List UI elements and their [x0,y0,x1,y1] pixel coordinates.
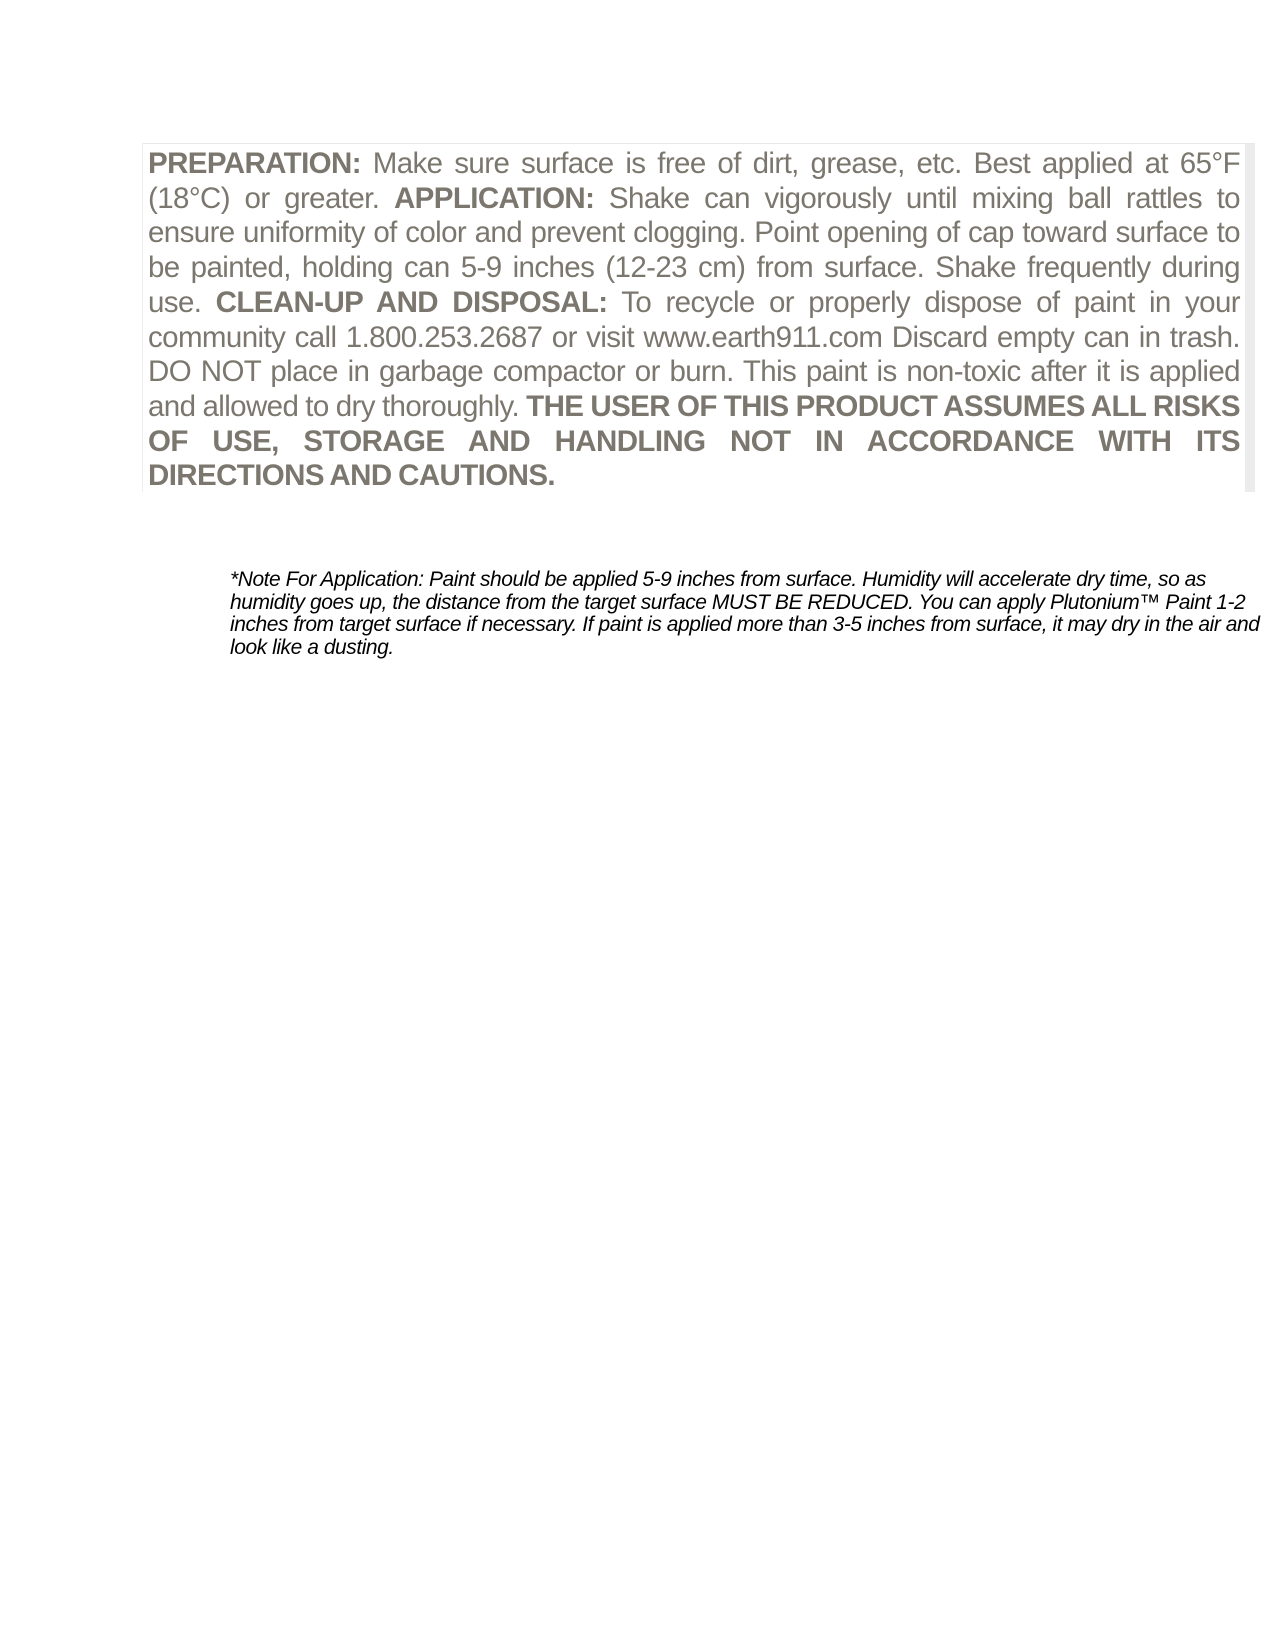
application-note: *Note For Application: Paint should be applied 5-9 inches from surface. Humidity will accelerate dry time, so as humidity goes up, the distance from the target surface MUST BE REDUCED. You can apply Plutonium™ Paint 1-2 inches from target surface if necessary. If paint is applied more than 3-5 inches from surface, it may dry in the air and look like a dusting. [230,568,1260,659]
label-edge-strip [1245,144,1255,492]
warning-text: THE USER OF THIS PRODUCT ASSUMES ALL RISKS OF USE, STORAGE AND HANDLING NOT IN ACCORDANCE WITH ITS DIRECTIONS AND CAUTIONS. [148,389,1240,493]
application-text: Shake can vigorously until mixing ball rattles to ensure uniformity of color and prevent clogging. Point opening of cap toward surface to be painted, holding can 5-9 inches (12-23 cm) from surface. Shake frequently during use. [148,181,1240,319]
preparation-heading: PREPARATION: [148,147,361,180]
label-instructions [148,147,1240,494]
application-heading: APPLICATION: [393,181,595,215]
cleanup-text: To recycle or properly dispose of paint in your community call 1.800.253.2687 or visit www.earth911.com Discard empty can in trash. DO NOT place in garbage compactor or burn. This paint is non-toxic after it is applied and allowed to dry thoroughly. [148,285,1240,423]
product-label-block [142,143,1255,492]
cleanup-heading: CLEAN-UP AND DISPOSAL: [215,285,608,319]
preparation-text: Make sure surface is free of dirt, grease, etc. Best applied at 65°F (18°C) or greater. [148,147,1240,215]
